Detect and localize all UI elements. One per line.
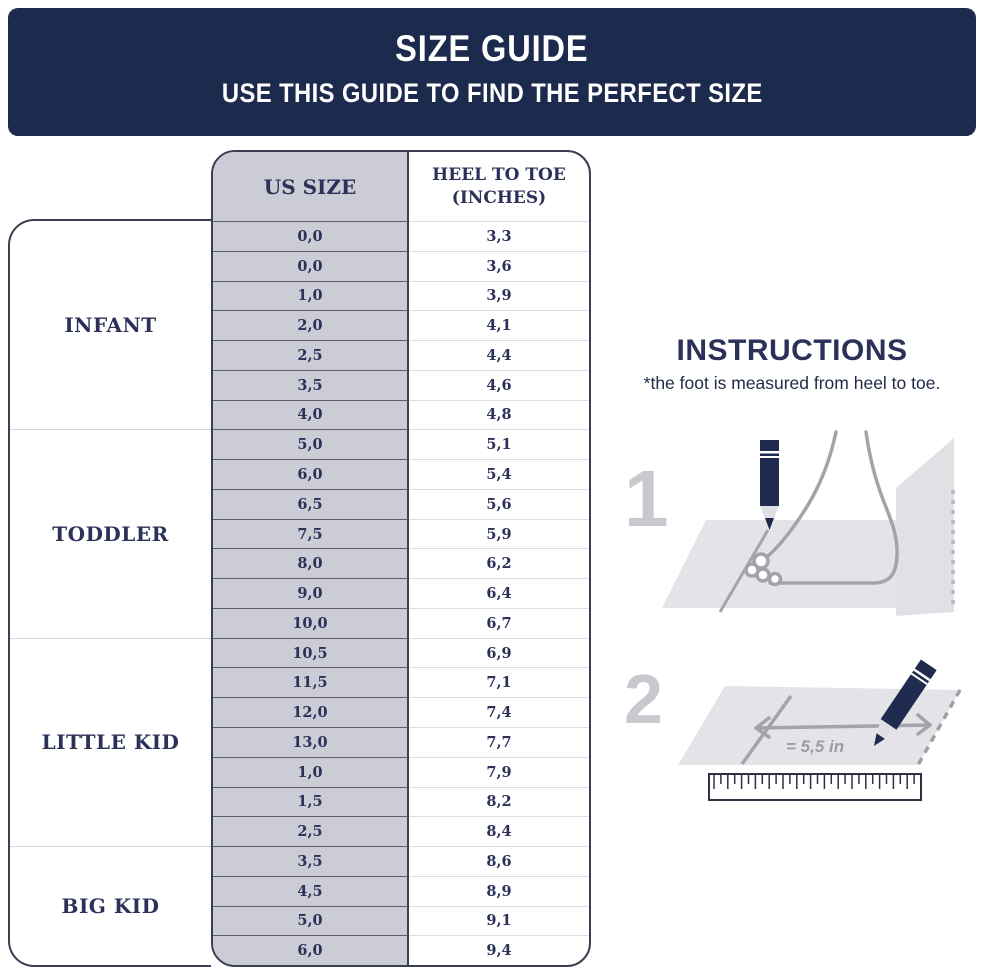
heel-to-toe-value: 6,2 <box>409 548 589 578</box>
us-size-value: 6,5 <box>213 489 409 519</box>
category-label-toddler: TODDLER <box>10 429 211 637</box>
table-row <box>213 787 589 817</box>
us-size-value: 10,0 <box>213 608 409 638</box>
heel-to-toe-value: 9,4 <box>409 935 589 965</box>
heel-to-toe-value: 7,7 <box>409 727 589 757</box>
us-size-value: 6,0 <box>213 459 409 489</box>
table-row <box>213 400 589 430</box>
table-row <box>213 281 589 311</box>
table-row <box>213 429 589 459</box>
us-size-value: 1,5 <box>213 787 409 817</box>
heel-to-toe-value: 4,4 <box>409 340 589 370</box>
table-row <box>213 370 589 400</box>
heel-to-toe-value: 7,1 <box>409 667 589 697</box>
table-row <box>213 459 589 489</box>
us-size-value: 3,5 <box>213 846 409 876</box>
us-size-value: 4,0 <box>213 400 409 430</box>
heel-to-toe-value: 3,9 <box>409 281 589 311</box>
heel-to-toe-value: 5,4 <box>409 459 589 489</box>
us-size-value: 6,0 <box>213 935 409 965</box>
heel-to-toe-value: 9,1 <box>409 906 589 936</box>
table-row <box>213 608 589 638</box>
table-row <box>213 489 589 519</box>
heel-to-toe-value: 7,4 <box>409 697 589 727</box>
us-size-value: 11,5 <box>213 667 409 697</box>
category-label-little-kid: LITTLE KID <box>10 638 211 846</box>
table-row <box>213 727 589 757</box>
table-row <box>213 846 589 876</box>
heel-to-toe-value: 8,9 <box>409 876 589 906</box>
us-size-value: 4,5 <box>213 876 409 906</box>
heel-to-toe-value: 3,6 <box>409 251 589 281</box>
heel-to-toe-value: 8,2 <box>409 787 589 817</box>
heel-to-toe-value: 5,6 <box>409 489 589 519</box>
table-row <box>213 935 589 965</box>
us-size-column-header: US SIZE <box>213 152 409 221</box>
heel-to-toe-value: 7,9 <box>409 757 589 787</box>
table-row <box>213 667 589 697</box>
table-row <box>213 221 589 251</box>
us-size-value: 12,0 <box>213 697 409 727</box>
category-label-infant: INFANT <box>64 313 157 338</box>
instructions-panel <box>600 334 984 394</box>
table-row <box>213 697 589 727</box>
heel-to-toe-value: 6,9 <box>409 638 589 668</box>
table-row <box>213 876 589 906</box>
pencil-icon <box>760 440 779 530</box>
size-table <box>211 150 591 967</box>
heel-to-toe-value: 5,1 <box>409 429 589 459</box>
category-label-big-kid: BIG KID <box>10 846 211 965</box>
heel-to-toe-value: 4,8 <box>409 400 589 430</box>
us-size-value: 2,5 <box>213 340 409 370</box>
heel-to-toe-value: 6,4 <box>409 578 589 608</box>
us-size-value: 10,5 <box>213 638 409 668</box>
us-size-value: 0,0 <box>213 251 409 281</box>
us-size-value: 3,5 <box>213 370 409 400</box>
us-size-value: 8,0 <box>213 548 409 578</box>
ruler <box>709 774 921 800</box>
table-row <box>213 638 589 668</box>
page-subtitle: USE THIS GUIDE TO FIND THE PERFECT SIZE <box>221 78 763 108</box>
table-row <box>213 519 589 549</box>
heel-to-toe-column-header: HEEL TO TOE (INCHES) <box>432 165 566 208</box>
us-size-value: 1,0 <box>213 757 409 787</box>
step-1-illustration <box>608 430 984 645</box>
heel-to-toe-value: 8,4 <box>409 816 589 846</box>
table-row <box>213 816 589 846</box>
table-row <box>213 251 589 281</box>
step-2-illustration <box>608 648 984 808</box>
category-panel <box>8 219 211 967</box>
table-row <box>213 340 589 370</box>
table-row <box>213 906 589 936</box>
us-size-value: 1,0 <box>213 281 409 311</box>
us-size-value: 2,5 <box>213 816 409 846</box>
us-size-value: 2,0 <box>213 310 409 340</box>
table-row <box>213 578 589 608</box>
heel-to-toe-value: 6,7 <box>409 608 589 638</box>
header-banner <box>8 8 976 136</box>
us-size-value: 0,0 <box>213 221 409 251</box>
instructions-title: INSTRUCTIONS <box>676 334 908 367</box>
table-row <box>213 757 589 787</box>
table-rows <box>213 221 589 965</box>
heel-to-toe-value: 8,6 <box>409 846 589 876</box>
wall-panel <box>896 438 954 616</box>
table-header-row <box>213 152 589 221</box>
heel-to-toe-value: 4,6 <box>409 370 589 400</box>
step-2-number: 2 <box>624 660 663 738</box>
heel-to-toe-value: 5,9 <box>409 519 589 549</box>
page-title: SIZE GUIDE <box>395 28 589 69</box>
table-row <box>213 310 589 340</box>
table-row <box>213 548 589 578</box>
instructions-note: *the foot is measured from heel to toe. <box>643 373 941 393</box>
heel-to-toe-value: 3,3 <box>409 221 589 251</box>
step-1-number: 1 <box>624 454 669 543</box>
us-size-value: 7,5 <box>213 519 409 549</box>
us-size-value: 13,0 <box>213 727 409 757</box>
measurement-label: = 5,5 in <box>786 737 845 756</box>
us-size-value: 9,0 <box>213 578 409 608</box>
us-size-value: 5,0 <box>213 906 409 936</box>
us-size-value: 5,0 <box>213 429 409 459</box>
heel-to-toe-value: 4,1 <box>409 310 589 340</box>
